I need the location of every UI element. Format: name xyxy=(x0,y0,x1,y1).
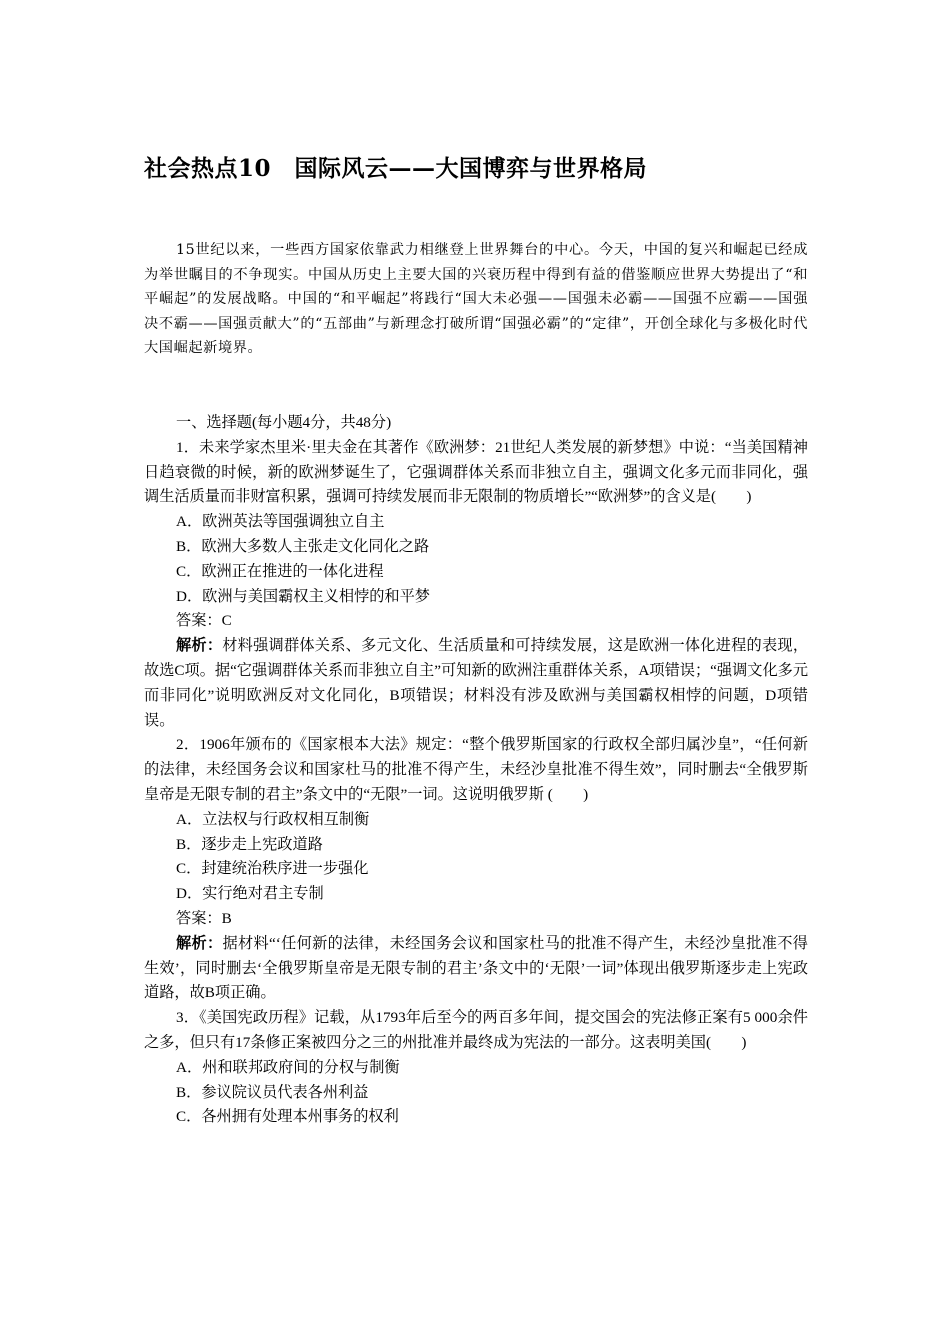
answer-value: C xyxy=(221,612,232,630)
option-b: B．逐步走上宪政道路 xyxy=(176,835,323,853)
option-c: C．欧洲正在推进的一体化进程 xyxy=(176,562,384,580)
question-3 xyxy=(144,1006,808,1130)
section-header: 一、选择题(每小题4分，共48分) xyxy=(176,414,392,431)
answer-value: B xyxy=(221,909,232,927)
answer-label: 答案： xyxy=(176,909,222,927)
analysis-paragraph xyxy=(144,634,808,733)
option-d: D．欧洲与美国霸权主义相悖的和平梦 xyxy=(176,587,430,605)
question-stem: 2．1906年颁布的《国家根本大法》规定：“整个俄罗斯国家的行政权全部归属沙皇”，“任何新的法律，未经国务会议和国家杜马的批准不得产生，未经沙皇批准不得生效”，同时删去“全俄罗斯皇帝是无限专制的君主”条文中的“无限”一词。这说明俄罗斯 ( ) xyxy=(144,736,808,803)
page-title: 社会热点10 国际风云——大国博弈与世界格局 xyxy=(144,155,648,182)
analysis-label: 解析： xyxy=(176,637,223,655)
question-stem: 3．《美国宪政历程》记载，从1793年后至今的两百多年间，提交国会的宪法修正案有5 000余件之多，但只有17条修正案被四分之三的州批准并最终成为宪法的一部分。这表明美国( ) xyxy=(144,1009,808,1051)
analysis-text: 据材料“‘任何新的法律，未经国务会议和国家杜马的批准不得产生，未经沙皇批准不得生效’，同时删去‘全俄罗斯皇帝是无限专制的君主’条文中的‘无限’一词”体现出俄罗斯逐步走上宪政道路，故B项正确。 xyxy=(144,934,808,1002)
intro-paragraph: 15世纪以来，一些西方国家依靠武力相继登上世界舞台的中心。今天，中国的复兴和崛起已经成为举世瞩目的不争现实。中国从历史上主要大国的兴衰历程中得到有益的借鉴顺应世界大势提出了“和平崛起”的发展战略。中国的“和平崛起”将践行“国大未必强——国强未必霸——国强不应霸——国强决不霸——国强贡献大”的“五部曲”与新理念打破所谓“国强必霸”的“定律”，开创全球化与多极化时代大国崛起新境界。 xyxy=(144,242,808,357)
question-stem: 1．未来学家杰里米·里夫金在其著作《欧洲梦：21世纪人类发展的新梦想》中说：“当美国精神日趋衰微的时候，新的欧洲梦诞生了，它强调群体关系而非独立自主，强调文化多元而非同化，强调生活质量而非财富积累，强调可持续发展而非无限制的物质增长”“欧洲梦”的含义是( ) xyxy=(144,438,808,506)
analysis-label: 解析： xyxy=(176,934,223,952)
analysis-text: 材料强调群体关系、多元文化、生活质量和可持续发展，这是欧洲一体化进程的表现，故选C项。据“它强调群体关系而非独立自主”可知新的欧洲注重群体关系，A项错误；“强调文化多元而非同化”说明欧洲反对文化同化，B项错误；材料没有涉及欧洲与美国霸权相悖的问题，D项错误。 xyxy=(144,637,809,729)
answer-line xyxy=(144,609,808,634)
option-d: D．实行绝对君主专制 xyxy=(176,885,324,903)
option-a: A．州和联邦政府间的分权与制衡 xyxy=(176,1058,400,1076)
option-a: A．欧洲英法等国强调独立自主 xyxy=(176,513,385,531)
answer-line xyxy=(144,907,808,932)
option-b: B．欧洲大多数人主张走文化同化之路 xyxy=(176,537,430,555)
question-section xyxy=(144,411,808,1130)
question-2 xyxy=(144,733,808,1006)
option-c: C．各州拥有处理本州事务的权利 xyxy=(176,1108,399,1126)
analysis-paragraph xyxy=(144,932,808,1006)
option-a: A．立法权与行政权相互制衡 xyxy=(176,810,370,828)
option-b: B．参议院议员代表各州利益 xyxy=(176,1083,369,1101)
answer-label: 答案： xyxy=(176,612,222,630)
option-c: C．封建统治秩序进一步强化 xyxy=(176,860,369,878)
question-1 xyxy=(144,436,808,734)
